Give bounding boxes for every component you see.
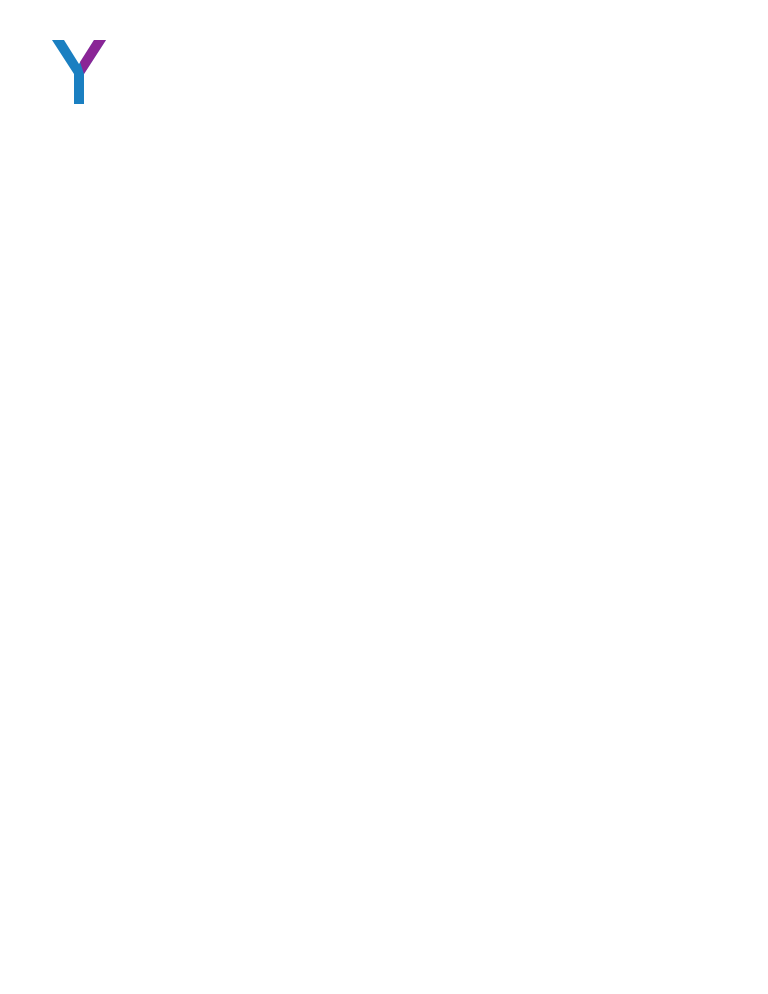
page-title <box>280 66 490 68</box>
ymca-logo <box>22 40 112 109</box>
room-legend <box>76 941 756 951</box>
page-header <box>0 0 768 108</box>
notes-section <box>27 803 745 811</box>
